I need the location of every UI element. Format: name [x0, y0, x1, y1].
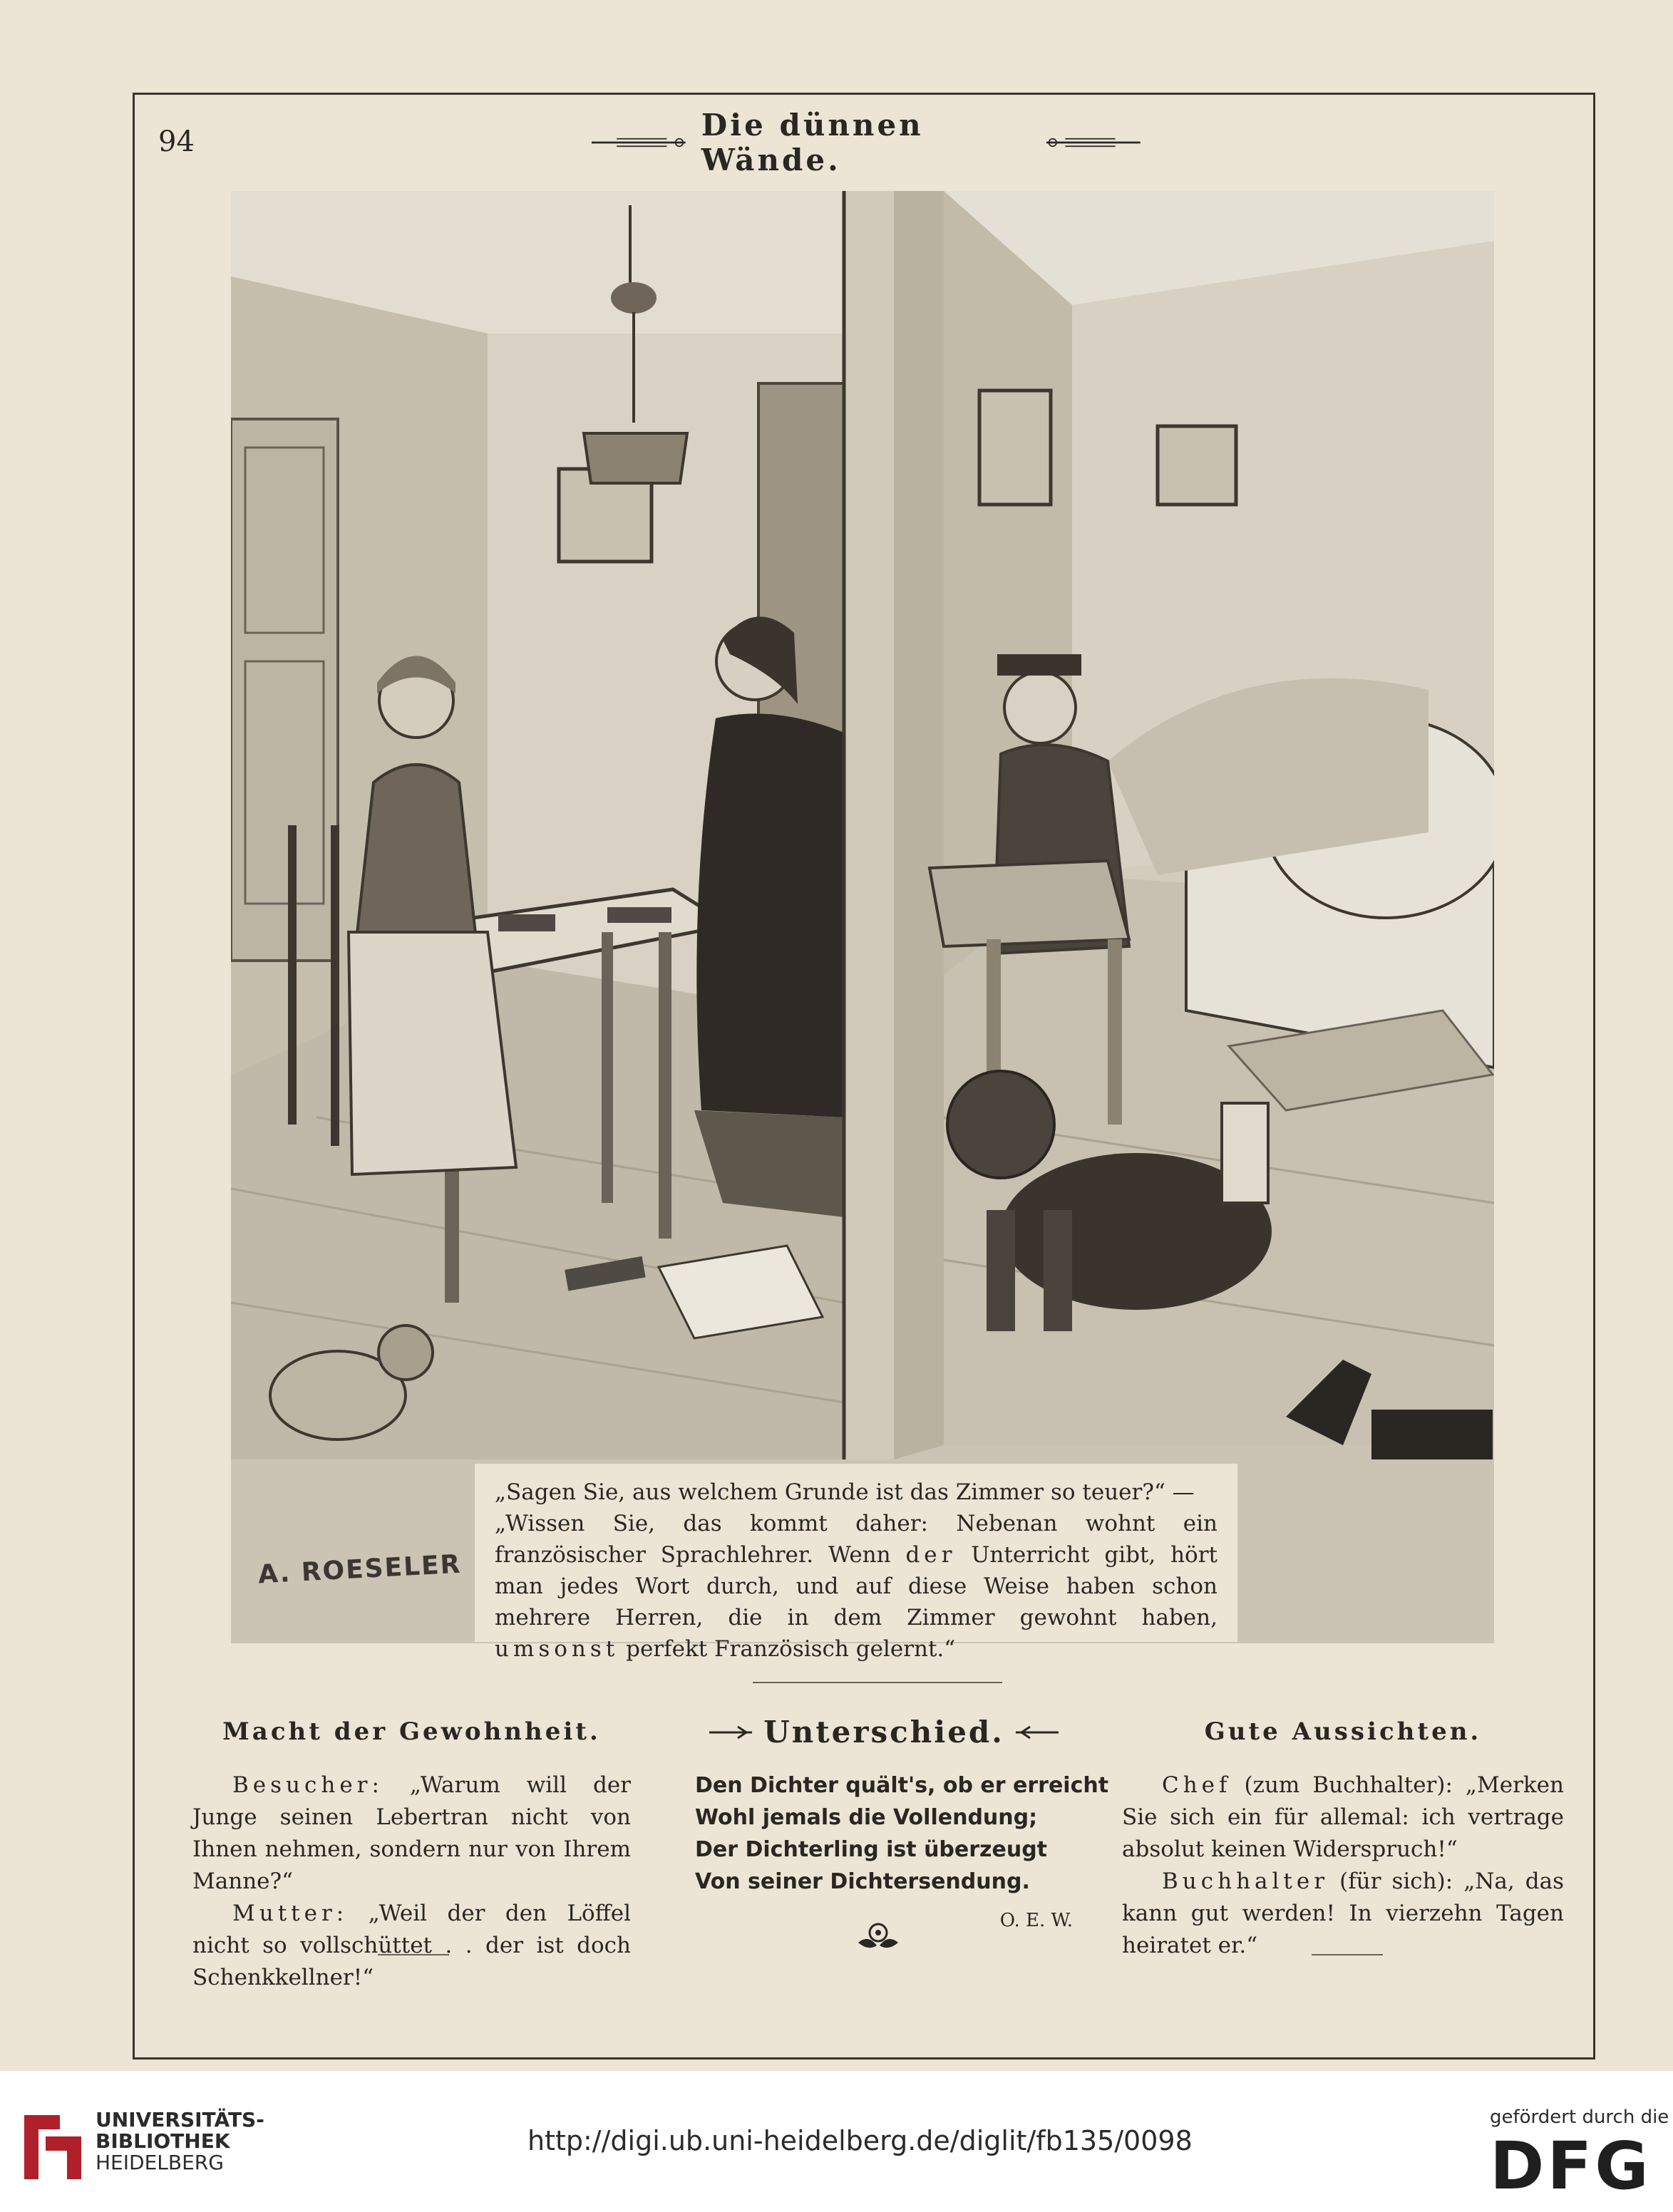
illustration-caption: [475, 1464, 1237, 1662]
joke-gute-aussichten: [1122, 1716, 1564, 1962]
joke-text: „Warum will der Junge seinen Lebertran nicht von Ihnen nehmen, sondern nur von Ihrem Manne?“: [192, 1772, 631, 1894]
joke-title: Gute Aussichten.: [1204, 1717, 1482, 1746]
joke-paragraph: [1122, 1866, 1564, 1962]
library-name: [96, 2109, 264, 2174]
caption-answer-part-b: Unterricht gibt, hört man jedes Wort durch, und auf diese Weise haben schon mehrere Herren, die in dem Zimmer gewohnt haben,: [495, 1542, 1218, 1630]
library-logo-icon: [17, 2108, 88, 2186]
verse-line: Von seiner Dichtersendung.: [695, 1869, 1030, 1894]
speaker-name: Chef: [1162, 1772, 1232, 1798]
illustration: [231, 191, 1494, 1643]
column-end-rule: [378, 1954, 449, 1955]
running-title: Die dünnen Wände.: [701, 108, 924, 177]
library-line: UNIVERSITÄTS-: [96, 2108, 264, 2131]
caption-answer: [495, 1508, 1218, 1665]
page-number: 94: [158, 125, 195, 158]
right-flourish-icon: [1046, 132, 1141, 153]
joke-paragraph: [192, 1769, 631, 1898]
joke-paragraph: [1122, 1769, 1564, 1866]
section-divider: [753, 1682, 1002, 1683]
verse-line: Der Dichterling ist überzeugt: [695, 1837, 1048, 1862]
arrow-ornament-icon: [1016, 1724, 1059, 1741]
speaker-name: Besucher:: [232, 1772, 383, 1798]
artist-signature: A. ROESELER: [257, 1549, 463, 1590]
digitization-footer: [0, 2071, 1673, 2212]
joke-paragraph: [192, 1898, 631, 1994]
floral-vignette-icon: [855, 1917, 901, 1954]
poem-author: O. E. W.: [999, 1910, 1073, 1931]
verse-line: Wohl jemals die Vollendung;: [695, 1805, 1038, 1830]
digital-object-url[interactable]: http://digi.ub.uni-heidelberg.de/diglit/fb135/0098: [527, 2125, 1193, 2156]
joke-text: „Weil der den Löffel nicht so vollschüttet . . der ist doch Schenkkellner!“: [192, 1901, 631, 1990]
caption-question: „Sagen Sie, aus welchem Grunde ist das Zimmer so teuer?“ —: [495, 1479, 1195, 1505]
column-end-rule: [1312, 1954, 1383, 1955]
sponsor-text: gefördert durch die: [1490, 2107, 1669, 2128]
poem-title-text: Unterschied.: [763, 1715, 1004, 1750]
speaker-name: Buchhalter: [1162, 1869, 1329, 1894]
left-flourish-icon: [592, 132, 686, 153]
joke-text: (zum Buchhalter): „Merken Sie sich ein für allemal: ich vertrage absolut keinen Widerspruch!“: [1122, 1772, 1564, 1862]
joke-macht-der-gewohnheit: [192, 1716, 631, 1994]
joke-text: (für sich): „Na, das kann gut werden! In vierzehn Tagen heiratet er.“: [1122, 1869, 1564, 1958]
caption-answer-part-a: „Wissen Sie, das kommt daher: Nebenan wohnt ein französischer Sprachlehrer. Wenn: [495, 1511, 1218, 1568]
dfg-logo: DFG: [1490, 2128, 1652, 2204]
caption-emphasis-der: der: [905, 1542, 957, 1568]
library-line: HEIDELBERG: [96, 2151, 224, 2174]
speaker-name: Mutter:: [232, 1901, 349, 1926]
poem-title: [695, 1716, 1073, 1748]
cartoon-scene-image: [231, 191, 1494, 1643]
joke-title: Macht der Gewohnheit.: [222, 1717, 601, 1746]
caption-emphasis-umsonst: umsonst: [495, 1636, 619, 1662]
poem-verse: [695, 1769, 1109, 1898]
arrow-ornament-icon: [709, 1724, 752, 1741]
poem-unterschied: [695, 1715, 1109, 1937]
caption-answer-part-c: perfekt Französisch gelernt.“: [619, 1636, 956, 1662]
library-line: BIBLIOTHEK: [96, 2129, 230, 2153]
running-header: [592, 108, 1141, 177]
verse-line: Den Dichter quält's, ob er erreicht: [695, 1773, 1109, 1798]
